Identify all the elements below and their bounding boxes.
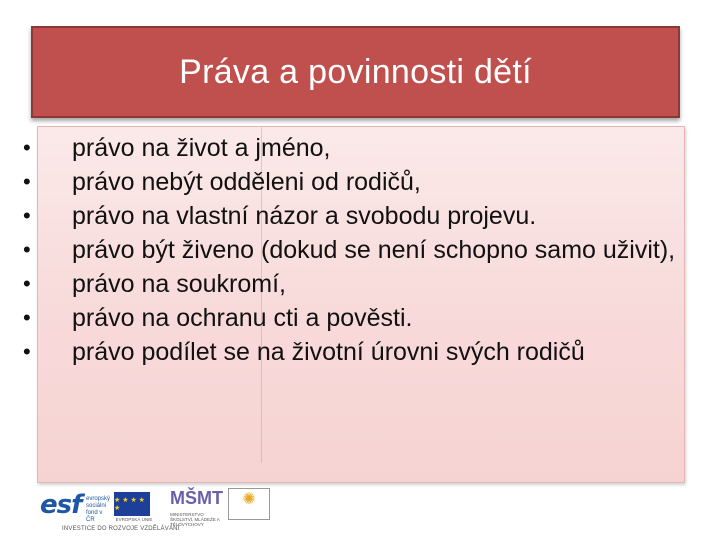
- list-item-text: právo na život a jméno,: [72, 134, 331, 162]
- bullet-icon: •: [23, 271, 31, 296]
- list-item-text: právo na ochranu cti a pověsti.: [72, 304, 413, 332]
- list-item-text: právo na soukromí,: [72, 270, 286, 298]
- bullet-list: [0, 132, 690, 370]
- list-item-text: právo podílet se na životní úrovni svých rodičů: [72, 338, 585, 366]
- bullet-icon: •: [23, 169, 31, 194]
- list-item-text: právo být živeno (dokud se není schopno samo uživit),: [72, 236, 676, 264]
- esf-logo: [40, 490, 111, 523]
- eu-stars-icon: ★ ★ ★ ★ ★: [114, 497, 145, 512]
- op-sun-icon: ✺: [242, 491, 256, 508]
- bullet-icon: •: [23, 305, 31, 330]
- slide-title: Práva a povinnosti dětí: [179, 52, 532, 91]
- esf-logo-letters: esf: [40, 490, 82, 520]
- list-item-text: právo na vlastní názor a svobodu projevu.: [72, 202, 537, 230]
- op-logo: [228, 488, 270, 520]
- bullet-icon: •: [23, 203, 31, 228]
- bullet-icon: •: [23, 339, 31, 364]
- msmt-caption: MINISTERSTVO ŠKOLSTVÍ, MLÁDEŽE A TĚLOVÝCHOVY: [170, 512, 220, 527]
- esf-logo-words: evropský sociální fond v ČR: [86, 496, 111, 523]
- msmt-logo: [170, 488, 223, 527]
- footer-logos: [40, 486, 280, 538]
- list-item: [0, 302, 690, 334]
- list-item: [0, 166, 690, 198]
- eu-caption: EVROPSKÁ UNIE: [115, 517, 153, 522]
- eu-flag-icon: [114, 492, 150, 516]
- list-item: [0, 268, 690, 300]
- investment-caption: INVESTICE DO ROZVOJE VZDĚLÁVÁNÍ: [62, 526, 180, 532]
- list-item: [0, 336, 690, 368]
- list-item: [0, 234, 690, 266]
- msmt-mark: MŠMT: [170, 488, 223, 508]
- bullet-icon: •: [23, 135, 31, 160]
- list-item: [0, 200, 690, 232]
- list-item-text: právo nebýt odděleni od rodičů,: [72, 168, 421, 196]
- slide-title-box: [31, 26, 680, 118]
- list-item: [0, 132, 690, 164]
- bullet-icon: •: [23, 237, 31, 262]
